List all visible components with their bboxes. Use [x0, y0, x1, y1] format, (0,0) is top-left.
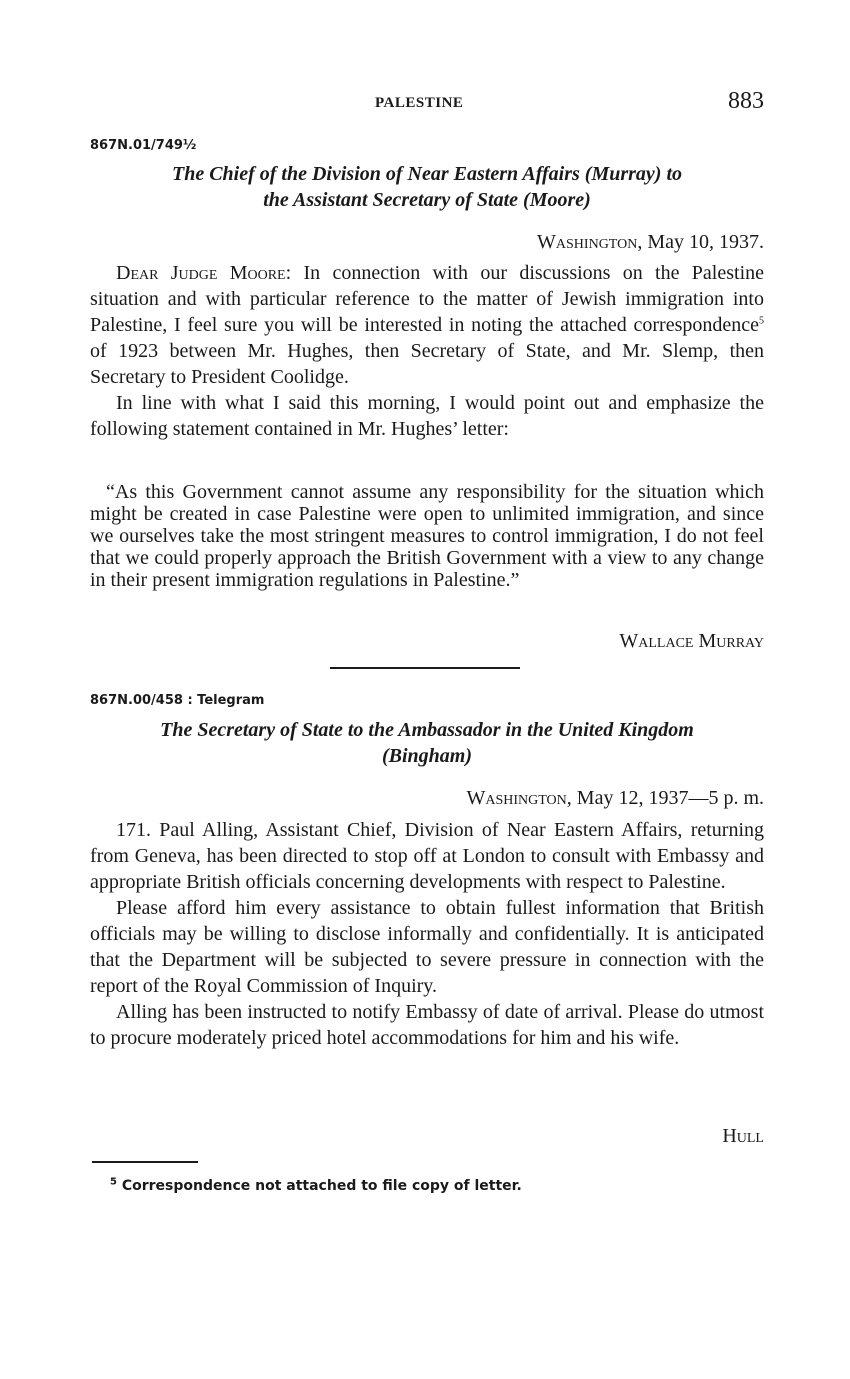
footnote — [110, 1178, 522, 1194]
doc2-file-number: 867N.00/458 : Telegram — [90, 693, 265, 708]
doc1-title-line1: The Chief of the Division of Near Eastern Affairs (Murray) to — [171, 163, 683, 185]
doc1-paragraph-1-text-a: In connection with our discussions on the Palestine situation and with particular reference to the matter of Jewish immigration into Palestine, I feel sure you will be interested in noting the attached correspondence — [90, 262, 765, 336]
doc2-dateline-date: May 12, 1937—5 p. m. — [576, 787, 764, 809]
doc1-signature: Wallace Murray — [619, 630, 764, 652]
doc2-paragraph-1: 171. Paul Alling, Assistant Chief, Division of Near Eastern Affairs, returning from Geneva, has been directed to stop off at London to consult with Embassy and appropriate British officials concerning developments with respect to Palestine. — [90, 819, 764, 893]
section-divider — [330, 667, 520, 669]
footnote-mark: 5 — [110, 1176, 117, 1188]
doc2-paragraph-2: Please afford him every assistance to obtain fullest information that British officials may be willing to disclose informally and confidentially. It is anticipated that the Department will be subjected to severe pressure in connection with the report of the Royal Commission of Inquiry. — [90, 897, 764, 997]
footnote-text: Correspondence not attached to file copy of letter. — [121, 1178, 522, 1194]
doc1-dateline — [90, 231, 764, 254]
doc1-paragraph-1 — [90, 260, 764, 390]
doc1-title-line2: the Assistant Secretary of State (Moore) — [263, 189, 591, 211]
doc2-signature: Hull — [722, 1125, 764, 1147]
page-number: 883 — [728, 88, 764, 114]
doc2-title-line1: The Secretary of State to the Ambassador in the United Kingdom — [160, 719, 694, 741]
doc1-paragraph-1-text-b: of 1923 between Mr. Hughes, then Secretary of State, and Mr. Slemp, then Secretary to President Coolidge. — [90, 340, 764, 388]
doc2-title — [90, 717, 764, 769]
running-head-title: PALESTINE — [375, 95, 464, 111]
doc1-body — [90, 260, 764, 442]
doc1-title — [90, 161, 764, 213]
doc2-body — [90, 817, 764, 1051]
running-head — [90, 88, 764, 118]
doc2-dateline — [90, 787, 764, 810]
doc1-paragraph-2: In line with what I said this morning, I would point out and emphasize the following statement contained in Mr. Hughes’ letter: — [90, 392, 764, 440]
footnote-rule — [92, 1161, 198, 1163]
doc2-paragraph-3: Alling has been instructed to notify Embassy of date of arrival. Please do utmost to procure moderately priced hotel accommodations for him and his wife. — [90, 1001, 764, 1049]
doc1-salutation: Dear Judge Moore: — [116, 262, 292, 284]
doc1-dateline-date: May 10, 1937. — [647, 231, 764, 253]
doc1-dateline-place: Washington, — [537, 231, 643, 253]
doc1-quote-block — [90, 481, 764, 591]
doc1-file-number: 867N.01/749½ — [90, 138, 197, 153]
doc2-title-line2: (Bingham) — [381, 745, 473, 767]
footnote-reference: 5 — [759, 315, 764, 327]
doc2-dateline-place: Washington, — [466, 787, 572, 809]
doc1-quote: “As this Government cannot assume any responsibility for the situation which might be created in case Palestine were open to unlimited immigration, and since we ourselves take the most stringent measures to control immigration, I do not feel that we could properly approach the British Government with a view to any change in their present immigration regulations in Palestine.” — [90, 481, 764, 591]
